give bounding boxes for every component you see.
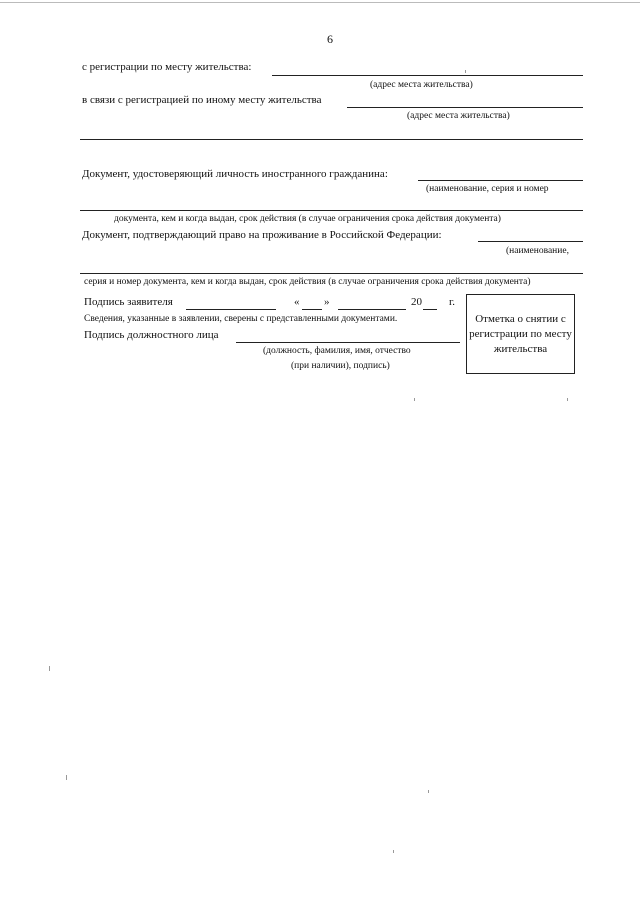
date-year-line[interactable] [423,309,437,310]
identity-document-line[interactable] [418,180,583,181]
scan-speck [567,398,568,401]
scan-speck [66,775,67,780]
other-address-line[interactable] [347,107,583,108]
scan-speck [465,70,466,73]
official-caption-1: (должность, фамилия, имя, отчество [263,346,411,356]
scan-top-edge [0,2,640,3]
mark-box-line-1: Отметка о снятии с [475,313,566,325]
date-day-line[interactable] [302,309,322,310]
scan-speck [393,850,394,853]
mark-box-line-3: жительства [493,343,548,355]
official-signature-line[interactable] [236,342,460,343]
residence-right-document-line-2[interactable] [80,273,583,274]
residence-address-caption: (адрес места жительства) [370,80,473,90]
identity-document-label: Документ, удостоверяющий личность иностранного гражданина: [82,168,388,180]
official-signature-label: Подпись должностного лица [84,329,219,341]
other-address-line-2[interactable] [80,139,583,140]
scan-speck [49,666,50,671]
identity-document-line-2[interactable] [80,210,583,211]
date-quote-close: » [324,296,330,308]
mark-box-line-2: регистрации по месту [469,328,572,340]
residence-right-document-caption-1: (наименование, [506,246,569,256]
identity-document-caption-2: документа, кем и когда выдан, срок действия (в случае ограничения срока действия документа) [114,214,501,224]
identity-document-caption-1: (наименование, серия и номер [426,184,549,194]
date-quote-open: « [294,296,300,308]
date-year-prefix: 20 [411,296,422,308]
verified-statement: Сведения, указанные в заявлении, сверены с представленными документами. [84,314,398,324]
applicant-signature-line[interactable] [186,309,276,310]
residence-registration-label: с регистрации по месту жительства: [82,61,252,73]
deregistration-mark-box[interactable] [466,294,575,374]
residence-right-document-line[interactable] [478,241,583,242]
other-registration-label: в связи с регистрацией по иному месту жительства [82,94,322,106]
official-caption-2: (при наличии), подпись) [291,361,390,371]
other-address-caption: (адрес места жительства) [407,111,510,121]
scan-speck [414,398,415,401]
date-month-line[interactable] [338,309,406,310]
page-number: 6 [327,32,333,46]
date-year-suffix: г. [449,296,456,308]
residence-right-document-caption-2: серия и номер документа, кем и когда выдан, срок действия (в случае ограничения срока действия документа) [84,277,531,287]
scan-speck [428,790,429,793]
applicant-signature-label: Подпись заявителя [84,296,173,308]
residence-right-document-label: Документ, подтверждающий право на проживание в Российской Федерации: [82,229,442,241]
residence-address-line[interactable] [272,75,583,76]
